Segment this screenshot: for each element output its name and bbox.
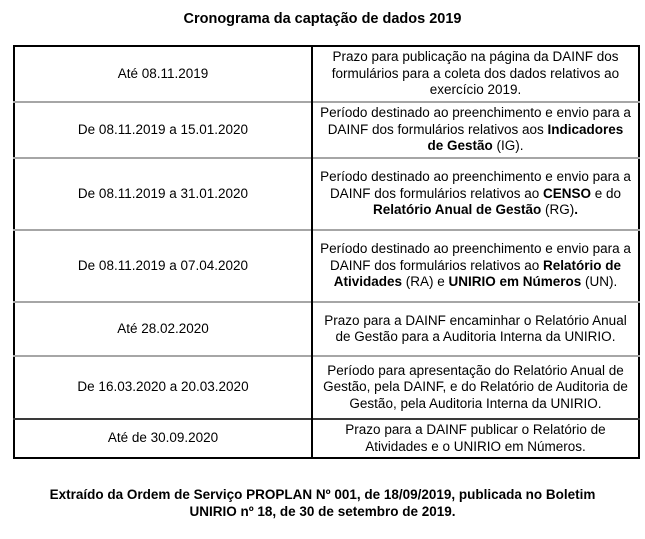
description-cell: [312, 46, 639, 102]
period-cell: De 08.11.2019 a 31.01.2020: [14, 158, 312, 230]
description-text: Prazo para publicação na página da DAINF dos formulários para a coleta dos dados relativos ao exercício 2019.: [331, 49, 620, 98]
table-row: [14, 102, 639, 158]
schedule-table-body: [14, 46, 639, 458]
description-text: (UN).: [581, 274, 618, 290]
table-row: [14, 230, 639, 302]
description-cell: [312, 302, 639, 356]
description-text-bold: UNIRIO em Números: [448, 274, 582, 290]
page-title: Cronograma da captação de dados 2019: [183, 11, 462, 27]
description-text-bold: Relatório de Atividades: [333, 257, 622, 290]
description-text-bold: Indicadores de Gestão: [427, 121, 624, 154]
description-cell: [312, 419, 639, 458]
description-text-bold: Relatório Anual de Gestão: [372, 202, 542, 218]
description-text: (IG).: [492, 138, 524, 154]
period-cell: De 08.11.2019 a 07.04.2020: [14, 230, 312, 302]
description-text: (RG): [541, 202, 575, 218]
table-row: [14, 302, 639, 356]
description-text: Período para apresentação do Relatório Anual de Gestão, pela DAINF, e do Relatório de Auditoria de Gestão, pela Auditoria Interna da UNIRIO.: [323, 362, 628, 411]
description-text: (RA) e: [401, 274, 449, 290]
period-cell: De 16.03.2020 a 20.03.2020: [14, 356, 312, 419]
period-cell: Até 08.11.2019: [14, 46, 312, 102]
table-row: [14, 158, 639, 230]
description-text-bold: .: [574, 202, 579, 218]
period-cell: De 08.11.2019 a 15.01.2020: [14, 102, 312, 158]
description-text: e do: [591, 185, 622, 201]
description-text: Período destinado ao preenchimento e envio para a DAINF dos formulários relativos ao: [320, 169, 631, 201]
schedule-table: [13, 45, 640, 459]
source-note: Extraído da Ordem de Serviço PROPLAN Nº 001, de 18/09/2019, publicada no Boletim UNIRIO nº 18, de 30 de setembro de 2019.: [49, 487, 596, 519]
table-row: [14, 419, 639, 458]
description-text: Período destinado ao preenchimento e envio para a DAINF dos formulários relativos ao: [320, 241, 631, 273]
period-cell: Até 28.02.2020: [14, 302, 312, 356]
description-text: Prazo para a DAINF publicar o Relatório de Atividades e o UNIRIO em Números.: [345, 422, 606, 454]
description-cell: [312, 102, 639, 158]
description-text: Prazo para a DAINF encaminhar o Relatório Anual de Gestão para a Auditoria Interna da UNIRIO.: [324, 312, 627, 344]
description-cell: [312, 230, 639, 302]
description-cell: [312, 158, 639, 230]
table-row: [14, 356, 639, 419]
table-row: [14, 46, 639, 102]
description-text: Período destinado ao preenchimento e envio para a DAINF dos formulários relativos aos: [320, 105, 631, 137]
description-cell: [312, 356, 639, 419]
period-cell: Até de 30.09.2020: [14, 419, 312, 458]
description-text-bold: CENSO: [543, 185, 592, 201]
